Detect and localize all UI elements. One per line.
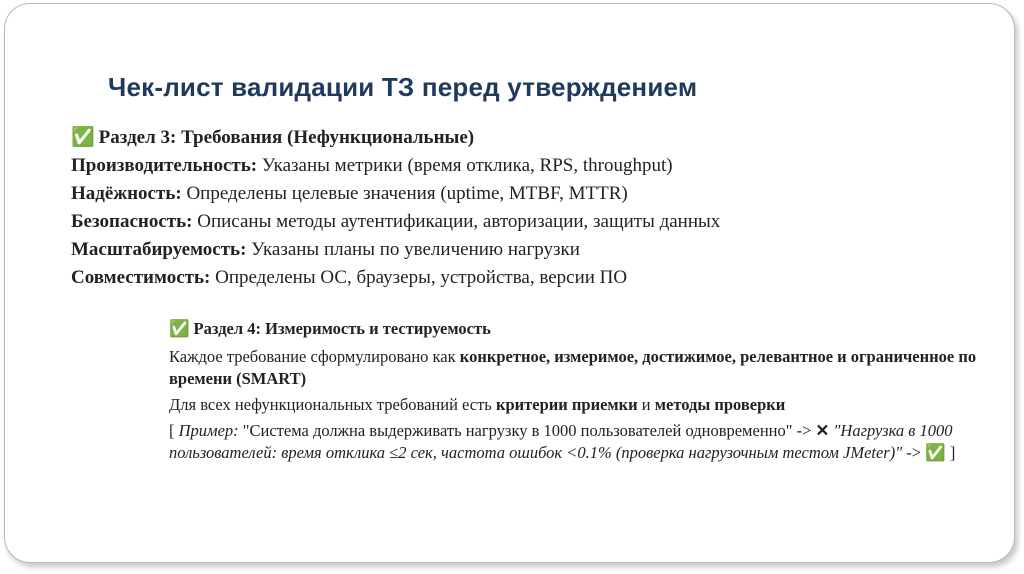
cross-icon: ✕ [815, 421, 830, 440]
criteria-paragraph: Для всех нефункциональных требований есть критерии приемки и методы проверки [169, 395, 786, 414]
section-3-heading-text: Раздел 3: Требования (Нефункциональные) [98, 127, 475, 148]
checkmark-icon: ✅ [71, 127, 95, 148]
list-item: Безопасность: Описаны методы аутентификации, авторизации, защиты данных [71, 211, 721, 232]
list-item: Масштабируемость: Указаны планы по увеличению нагрузки [71, 239, 580, 260]
slide-title: Чек-лист валидации ТЗ перед утверждением [108, 72, 698, 102]
section-4-heading [169, 318, 1017, 340]
section-4 [169, 318, 1017, 468]
section-4-heading-text: Раздел 4: Измеримость и тестируемость [193, 319, 491, 338]
section-3-heading [71, 124, 971, 152]
list-item: Совместимость: Определены ОС, браузеры, устройства, версии ПО [71, 267, 628, 288]
smart-paragraph: Каждое требование сформулировано как конкретное, измеримое, достижимое, релевантное и ограниченное по времени (SMART) [169, 347, 977, 388]
list-item: Производительность: Указаны метрики (время отклика, RPS, throughput) [71, 155, 673, 176]
list-item: Надёжность: Определены целевые значения (uptime, MTBF, MTTR) [71, 183, 628, 204]
checkmark-icon: ✅ [169, 319, 190, 338]
checkmark-icon: ✅ [925, 443, 946, 462]
section-3 [71, 124, 971, 292]
example-paragraph: [ Пример: "Система должна выдерживать нагрузку в 1000 пользователей одновременно" -> ✕ "Нагрузка в 1000 пользователей: время отклика ≤2 сек, частота ошибок <0.1% (проверка нагрузочным тестом JMeter)" -> ✅ ] [169, 421, 956, 462]
